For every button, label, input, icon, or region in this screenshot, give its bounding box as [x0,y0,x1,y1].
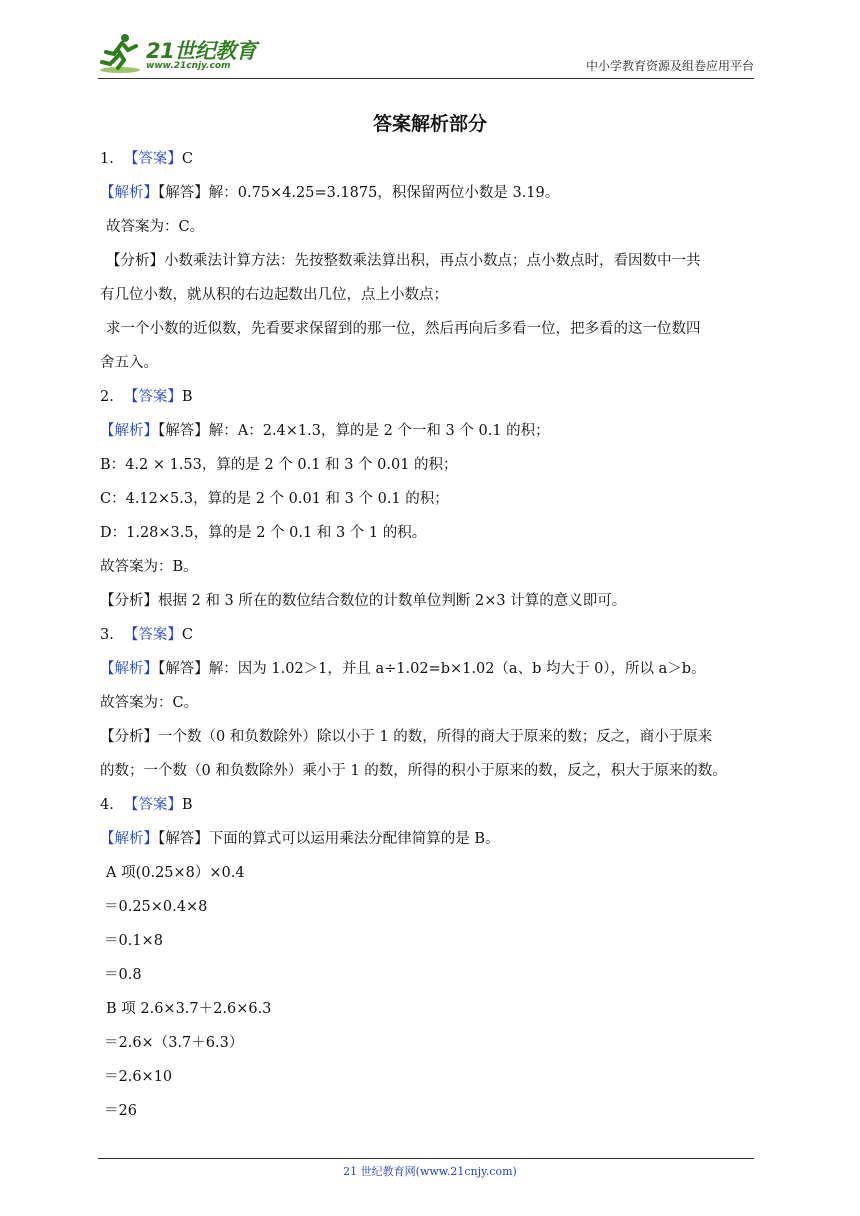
item-1-answer: 1. 【答案】C [100,151,193,167]
item-4-line: ＝2.6×10 [104,1069,173,1085]
item-1-line: 舍五入。 [100,355,158,371]
item-3-answer: 3. 【答案】C [100,627,193,643]
page-footer: 21 世纪教育网(www.21cnjy.com) [343,1165,517,1178]
item-4-line: ＝2.6×（3.7＋6.3） [104,1035,244,1051]
item-4-line: B 项 2.6×3.7＋2.6×6.3 [106,1001,272,1017]
item-4-line: 【解析】【解答】下面的算式可以运用乘法分配律简算的是 B。 [100,831,500,847]
item-4-line: ＝26 [104,1103,137,1119]
logo-text: 21世纪教育 [146,39,257,63]
item-4-line: ＝0.25×0.4×8 [104,899,208,915]
item-2-line: B：4.2 × 1.53，算的是 2 个 0.1 和 3 个 0.01 的积； [100,457,458,473]
item-3-line: 故答案为：C。 [100,695,199,711]
item-2-line: 故答案为：B。 [100,559,198,575]
page-header [98,30,754,79]
item-2-answer: 2. 【答案】B [100,389,193,405]
item-4-answer: 4. 【答案】B [100,797,193,813]
item-2-line: 【解析】【解答】解：A：2.4×1.3，算的是 2 个一和 3 个 0.1 的积； [100,423,550,439]
footer-divider [98,1158,754,1159]
item-1-line: 【解析】【解答】解：0.75×4.25=3.1875，积保留两位小数是 3.19。 [100,185,560,201]
item-4-line: ＝0.8 [104,967,142,983]
header-platform-text: 中小学教育资源及组卷应用平台 [585,59,754,73]
item-4-line: ＝0.1×8 [104,933,163,949]
item-1-line: 【分析】小数乘法计算方法：先按整数乘法算出积，再点小数点；点小数点时，看因数中一共 [106,253,701,269]
page-title: 答案解析部分 [372,113,487,135]
item-2-line: C：4.12×5.3，算的是 2 个 0.01 和 3 个 0.1 的积； [100,491,449,507]
item-1-line: 故答案为：C。 [106,219,205,235]
item-3-line: 的数；一个数（0 和负数除外）乘小于 1 的数，所得的积小于原来的数，反之，积大于原来的数。 [100,763,727,779]
item-1-line: 求一个小数的近似数，先看要求保留到的那一位，然后再向后多看一位，把多看的这一位数四 [106,321,701,337]
item-3-line: 【解析】【解答】解：因为 1.02＞1，并且 a÷1.02=b×1.02（a、b 均大于 0），所以 a＞b。 [100,661,706,677]
logo [98,30,268,76]
item-1-line: 有几位小数，就从积的右边起数出几位，点上小数点； [100,287,448,303]
runner-icon [98,32,144,76]
item-4-line: A 项(0.25×8）×0.4 [106,865,245,881]
answer-content [100,148,762,1134]
item-2-line: 【分析】根据 2 和 3 所在的数位结合数位的计数单位判断 2×3 计算的意义即可。 [100,593,627,609]
logo-url: www.21cnjy.com [146,61,231,71]
item-3-line: 【分析】一个数（0 和负数除外）除以小于 1 的数，所得的商大于原来的数；反之，商小于原来 [100,729,713,745]
item-2-line: D：1.28×3.5，算的是 2 个 0.1 和 3 个 1 的积。 [100,525,427,541]
